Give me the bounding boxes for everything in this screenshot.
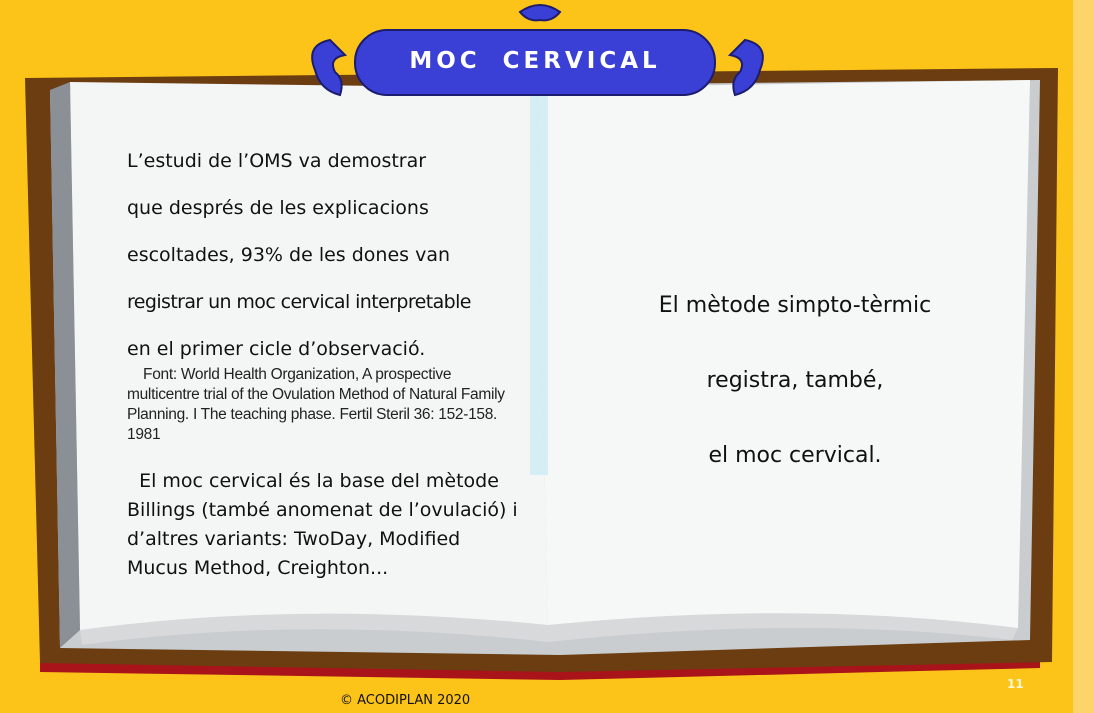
right-line-3: el moc cervical. — [708, 443, 882, 468]
paragraph1-line-1: L’estudi de l’OMS va demostrar — [127, 150, 427, 172]
right-line-1: El mètode simpto-tèrmic — [658, 293, 932, 318]
citation: Font: World Health Organization, A prospective multicentre trial of the Ovulation Method of Natural Family Planning. I The teaching phase. Fertil Steril 36: 152-158. 1981 — [127, 366, 509, 443]
left-page-text — [127, 138, 527, 583]
paragraph1-line-2: que després de les explicacions — [127, 197, 429, 219]
paragraph1-line-3: escoltades, 93% de les dones van — [127, 244, 451, 266]
page-number: 11 — [1007, 677, 1024, 691]
page-title: MOC CERVICAL — [409, 48, 661, 74]
paragraph1-line-4: registrar un moc cervical interpretable — [127, 291, 471, 313]
paragraph2: El moc cervical és la base del mètode Billings (també anomenat de l’ovulació) i d’altres variants: TwoDay, Modified Mucus Method, Creighton... — [127, 470, 524, 579]
paragraph1-line-5: en el primer cicle d’observació. — [127, 338, 426, 360]
spine-glow — [530, 95, 548, 475]
right-line-2: registra, també, — [706, 368, 884, 393]
right-page-text — [585, 268, 1005, 493]
footer-copyright: © ACODIPLAN 2020 — [340, 693, 471, 708]
